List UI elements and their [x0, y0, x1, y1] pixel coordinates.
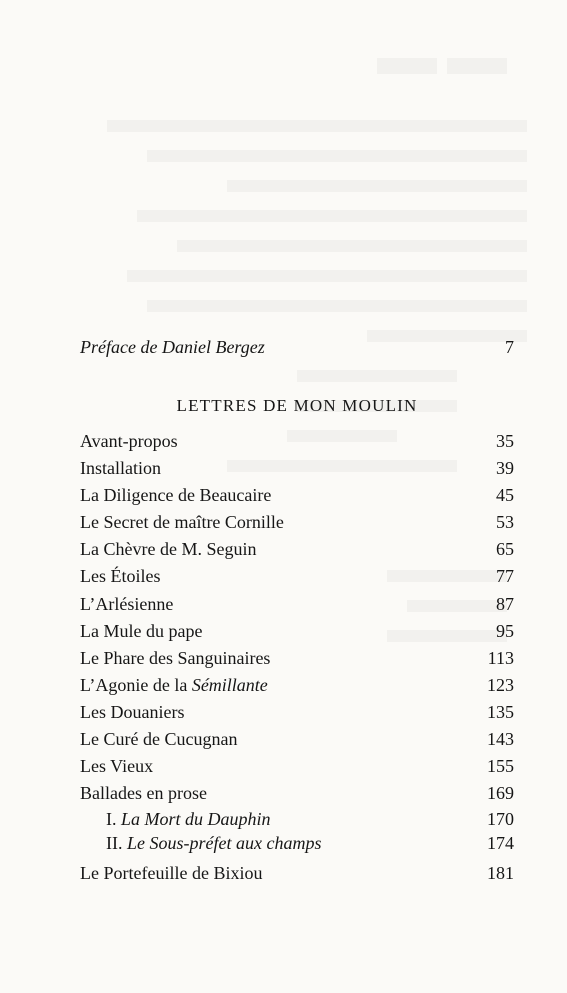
- toc-entry-page: 45: [496, 485, 514, 506]
- toc-entry-title: [106, 807, 271, 831]
- toc-entry-page: 174: [487, 833, 514, 854]
- toc-entry-numeral: I.: [106, 809, 121, 830]
- toc-entry-title: [106, 831, 321, 855]
- toc-entry-title: Le Secret de maître Cornille: [80, 512, 284, 533]
- toc-entry-page: 123: [487, 674, 514, 695]
- toc-entry-page: 155: [487, 756, 514, 777]
- toc-entry-title: Le Portefeuille de Bixiou: [80, 863, 263, 884]
- preface-page-number: 7: [505, 337, 514, 357]
- toc-entry-title: Ballades en prose: [80, 783, 207, 804]
- toc-entry-page: 65: [496, 539, 514, 560]
- toc-entry: [80, 753, 514, 780]
- toc-entry: [80, 563, 514, 590]
- toc-entry-page: 39: [496, 458, 514, 479]
- toc-entry-page: 35: [496, 431, 514, 451]
- toc-subentry: [80, 807, 514, 831]
- toc-entry-page: 169: [487, 783, 514, 804]
- toc-entry-page: 53: [496, 512, 514, 533]
- toc-entry-page: 87: [496, 593, 514, 614]
- toc-entry: [80, 428, 514, 455]
- toc-entry-title: Le Curé de Cucugnan: [80, 729, 238, 750]
- toc-entry-title: Les Étoiles: [80, 566, 161, 587]
- toc-entry-title: Le Phare des Sanguinaires: [80, 647, 271, 668]
- toc-entry: [80, 536, 514, 563]
- toc-entry: [80, 455, 514, 482]
- toc-entry-page: 113: [487, 647, 514, 668]
- toc-entry-title: Installation: [80, 458, 161, 479]
- toc-entry-title-italic: La Mort du Dauphin: [121, 809, 271, 830]
- toc-entry-numeral: II.: [106, 833, 127, 854]
- toc-entry: [80, 699, 514, 726]
- toc-entry-page: 181: [487, 863, 514, 884]
- toc-entry-page: 77: [496, 566, 514, 587]
- toc-entry-page: 143: [487, 729, 514, 750]
- toc-entry: [80, 482, 514, 509]
- toc-entry-title: Les Vieux: [80, 756, 154, 777]
- toc-entry-page: 170: [487, 809, 514, 830]
- toc-entry: [80, 618, 514, 645]
- toc-entry: [80, 860, 514, 887]
- toc-entry-title-prefix: L’Agonie de la: [80, 674, 192, 695]
- toc-entry-title-italic: Sémillante: [191, 674, 268, 695]
- table-of-contents: [80, 428, 514, 887]
- toc-entry: [80, 780, 514, 807]
- toc-entry-page: 95: [496, 620, 514, 641]
- toc-entry-title: [80, 672, 268, 699]
- preface-title: Préface de Daniel Bergez: [80, 337, 265, 357]
- toc-entry: [80, 591, 514, 618]
- toc-entry: [80, 726, 514, 753]
- toc-entry-title: Les Douaniers: [80, 701, 185, 722]
- toc-entry-title-italic: Le Sous-préfet aux champs: [127, 833, 322, 854]
- toc-entry-page: 135: [487, 701, 514, 722]
- toc-entry: [80, 645, 514, 672]
- toc-entry-title: La Diligence de Beaucaire: [80, 485, 272, 506]
- preface-entry: [80, 337, 514, 358]
- toc-entry: [80, 509, 514, 536]
- toc-entry-title: La Mule du pape: [80, 620, 203, 641]
- toc-entry: [80, 672, 514, 699]
- toc-entry-title: Avant-propos: [80, 431, 178, 451]
- section-heading: LETTRES DE MON MOULIN: [176, 396, 418, 415]
- toc-subentry: [80, 831, 514, 860]
- toc-entry-title: La Chèvre de M. Seguin: [80, 539, 257, 560]
- toc-entry-title: L’Arlésienne: [80, 593, 174, 614]
